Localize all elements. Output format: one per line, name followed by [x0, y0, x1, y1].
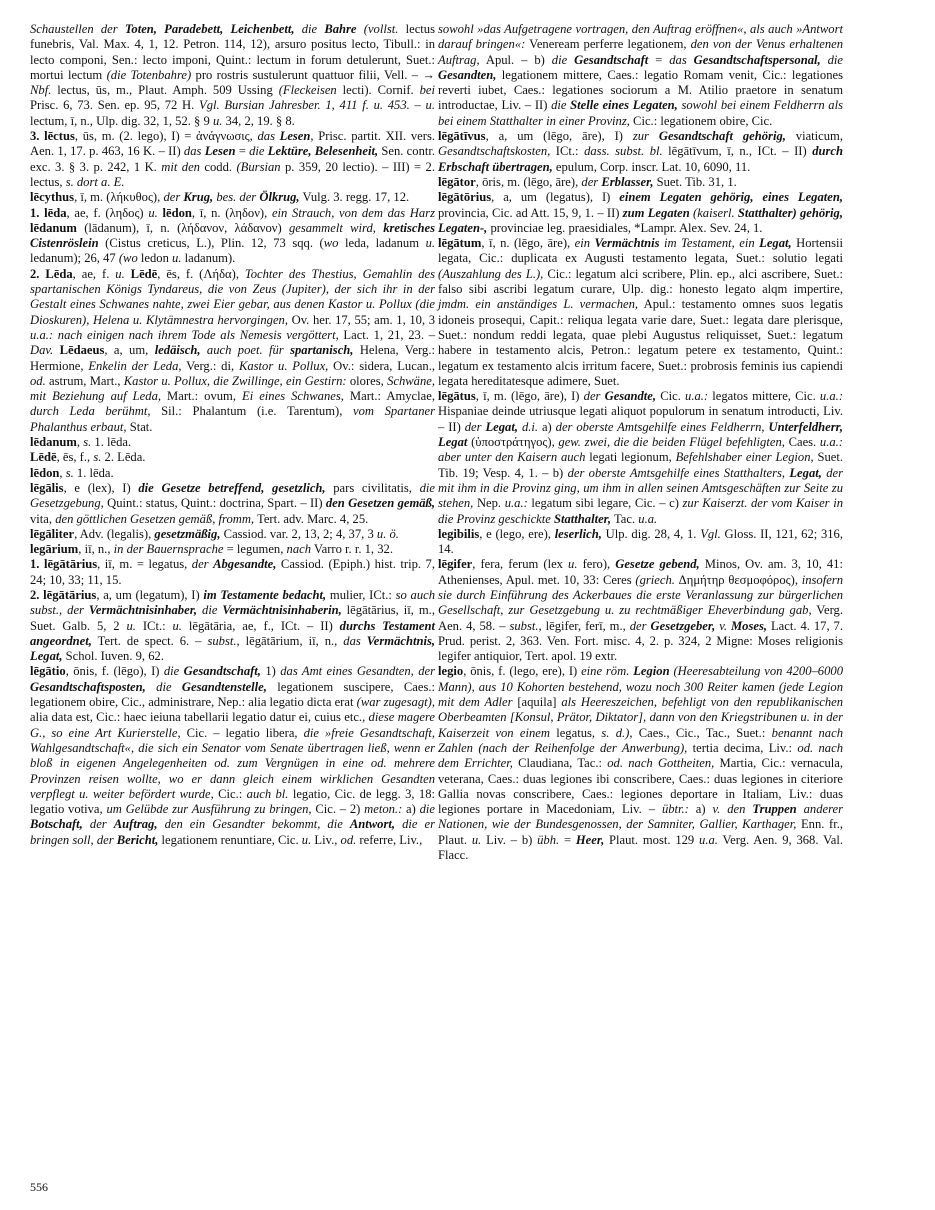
dictionary-entry: lēgātio, ōnis, f. (lēgo), I) die Gesandtschaft, 1) das Amt eines Gesandten, der Gesandtschaftsposten, die Gesandtenstelle, legationem suscipere, Caes.: legationem obire, Cic., administrare, Nep.: alia legatio dicta erat (war zugesagt), alia data est, Cic.: haec ieiuna tabellarii legatio datur ei, cuius etc., diese magere G., so eine Art Kurierstelle, Cic. – legatio libera, die »freie Gesandtschaft, Wahlgesandtschaft«, die sich ein Senator vom Senate übertragen ließ, wenn er bloß in eigenen Angelegenheiten od. zum Vergnügen in eine od. mehrere Provinzen reisen wollte, wo er dann gleich einem wirklichen Gesandten verpflegt u. weiter befördert wurde, Cic.: auch bl. legatio, Cic. de legg. 3, 18: legatio votiva, um Gelübde zur Ausführung zu bringen, Cic. – 2) meton.: a) die Botschaft, der Auftrag, den ein Gesandter bekommt, die Antwort, die er bringen soll, der Bericht, legationem renuntiare, Cic. u. Liv., od. referre, Liv., — [30, 664, 436, 847]
page-number: 556 — [30, 1180, 48, 1194]
dictionary-entry: legārium, iī, n., in der Bauernsprache = legumen, nach Varro r. r. 1, 32. — [30, 542, 393, 557]
dictionary-entry: 2. lēgātārius, a, um (legatum), I) im Testamente bedacht, mulier, ICt.: so auch subst., der Vermächtnisinhaber, die Vermächtnisinhaberin, lēgātārius, iī, m., Suet. Galb. 5, 2 u. ICt.: u. lēgātāria, ae, f., ICt. – II) durchs Testament angeordnet, Tert. de spect. 6. – subst., lēgātārium, iī, n., das Vermächtnis, Legat, Schol. Iuven. 9, 62. — [30, 587, 436, 664]
dictionary-entry: lēdanum, s. 1. lēda. — [30, 435, 132, 450]
dictionary-entry: lēgātōrius, a, um (legatus), I) einem Legaten gehörig, eines Legaten, provincia, Cic. ad Att. 15, 9, 1. – II) zum Legaten (kaiserl. Statthalter) gehörig, Legaten-, provinciae leg. praesidiales, *Lampr. Alex. Sev. 24, 1. — [438, 190, 843, 235]
dictionary-entry: lēgifer, fera, ferum (lex u. fero), Gesetze gebend, Minos, Ov. am. 3, 10, 41: Athenienses, Apul. met. 10, 33: Ceres (griech. Δημήτηρ θεσμοφόρος), insofern sie durch Einführung des Ackerbaues die erste Veranlassung zur bürgerlichen Gesellschaft, zur Gesetzgebung u. zu rechtmäßiger Eheverbindung gab, Verg. Aen. 4, 58. – subst., lēgifer, ferī, m., der Gesetzgeber, v. Moses, Lact. 4. 17, 7. Prud. perist. 2, 363. Ven. Fort. misc. 4, 2. p. 324, 2 Migne: Moses religionis legifer antiquior, Tert. apol. 19 extr. — [438, 557, 844, 664]
dictionary-entry: lēgāliter, Adv. (legalis), gesetzmäßig, Cassiod. var. 2, 13, 2; 4, 37, 3 u. ö. — [30, 526, 399, 541]
dictionary-entry: legibilis, e (lego, ere), leserlich, Ulp. dig. 28, 4, 1. Vgl. Gloss. II, 121, 62; 316, 14. — [438, 526, 843, 557]
dictionary-entry: lēgālis, e (lex), I) die Gesetze betreffend, gesetzlich, pars civilitatis, die Gesetzgebung, Quint.: status, Quint.: doctrina, Spart. – II) den Gesetzen gemäß, vita, den göttlichen Gesetzen gemäß, fromm, Tert. adv. Marc. 4, 25. — [30, 480, 435, 526]
dictionary-entry: lēgātus, ī, m. (lēgo, āre), I) der Gesandte, Cic. u.a.: legatos mittere, Cic. u.a.: Hispaniae deinde utriusque legati aliquot populorum in senatum introducti, Liv. – II) der Legat, d.i. a) der oberste Amtsgehilfe eines Feldherrn, Unterfeldherr, Legat (ὑποστράτηγος), gew. zwei, die die beiden Flügel befehligten, Caes. u.a.: aber unter den Kaisern auch legati legionum, Befehlshaber einer Legion, Suet. Tib. 19; Vesp. 4, 1. – b) der oberste Amtsgehilfe eines Statthalters, Legat, der mit ihm in die Provinz ging, um ihm in allen seinen Amtsgeschäften zur Seite zu stehen, Nep. u.a.: legatum sibi legare, Cic. – c) zur Kaiserzt. der vom Kaiser in die Provinz geschickte Statthalter, Tac. u.a. — [438, 389, 844, 526]
right-column — [438, 22, 843, 863]
dictionary-entry: lēgātor, ōris, m. (lēgo, āre), der Erblasser, Suet. Tib. 31, 1. — [438, 174, 737, 189]
left-column — [30, 22, 435, 848]
dictionary-entry: 2. Lēda, ae, f. u. Lēdē, ēs, f. (Λήδα), Tochter des Thestius, Gemahlin des spartanischen Königs Tyndareus, die von Zeus (Jupiter), der sich ihr in der Gestalt eines Schwanes nahte, zwei Eier gebar, aus denen Kastor u. Pollux (die Dioskuren), Helena u. Klytämnestra hervorgingen, Ov. her. 17, 55; am. 1, 10, 3 u.a.: nach einigen nach ihrem Tode als Nemesis vergöttert, Lact. 1, 21, 23. – Dav. Lēdaeus, a, um, ledäisch, auch poet. für spartanisch, Helena, Verg.: Hermione, Enkelin der Leda, Verg.: di, Kastor u. Pollux, Ov.: sidera, Lucan., od. astrum, Mart., Kastor u. Pollux, die Zwillinge, ein Gestirn: olores, Schwäne, mit Beziehung auf Leda, Mart.: ovum, Ei eines Schwanes, Mart.: Amyclae, durch Leda berühmt, Sil.: Phalantum (i.e. Tarentum), vom Spartaner Phalanthus erbaut, Stat. — [30, 266, 435, 434]
dictionary-entry: legio, ōnis, f. (lego, ere), I) eine röm. Legion (Heeresabteilung von 4200–6000 Mann), aus 10 Kohorten bestehend, wozu noch 300 Reiter kamen (jede Legion mit dem Adler [aquila] als Heereszeichen, befehligt von den republikanischen Oberbeamten [Konsul, Prätor, Diktator], dann von den Kriegstribunen u. in der Kaiserzeit von einem legatus, s. d.), Caes., Cic., Tac., Suet.: benannt nach Zahlen (nach der Reihenfolge der Anwerbung), tertia decima, Liv.: od. nach dem Errichter, Claudiana, Tac.: od. nach Gottheiten, Martia, Cic.: vernacula, veterana, Caes.: duas legiones ibi conscribere, Caes.: duas legiones in citeriore Gallia novas conscribere, Caes.: legiones deportare in Italiam, Liv.: duas legiones portare in Macedoniam, Liv. – übtr.: a) v. den Truppen anderer Nationen, wie der Bundesgenossen, der Samniter, Gallier, Karthager, Enn. fr., Plaut. u. Liv. – b) übh. = Heer, Plaut. most. 129 u.a. Verg. Aen. 9, 368. Val. Flacc. — [438, 664, 844, 863]
dictionary-entry: lēcythus, ī, m. (λήκυθος), der Krug, bes. der Ölkrug, Vulg. 3. regg. 17, 12. — [30, 190, 410, 205]
dictionary-entry: 1. lēda, ae, f. (ληδος) u. lēdon, ī, n. (ληδον), ein Strauch, von dem das Harz lēdanum (lādanum), ī, n. (λήδανον, λάδανον) gesammelt wird, kretisches Cistenröslein (Cistus creticus, L.), Plin. 12, 73 sqq. (wo leda, ladanum u. ledanum); 26, 47 (wo ledon u. ladanum). — [30, 205, 436, 266]
dictionary-entry: lēdon, s. 1. lēda. — [30, 465, 114, 480]
dictionary-entry: lēgātum, ī, n. (lēgo, āre), ein Vermächtnis im Testament, ein Legat, Hortensii legata, Cic.: duplicata ex Augusti testamento legata, Suet.: solutio legati (Auszahlung des L.), Cic.: legatum alci scribere, Plin. ep., alci ascribere, Suet.: falso sibi ascribi legatum curare, Ulp. dig.: honesto legato alqm impertire, jmdm. ein anständiges L. vermachen, Apul.: testamento omnes suos legatis idoneis prosequi, Capit.: reliqua legata varie dare, Suet.: legata dare plerisque, Suet.: nondum reddi legata, quae plebi Augustus reliquisset, Suet.: legatum habere in testamento alcis, Petron.: legatum petere ex testamento, Quint.: legatum ex testamento alcis irritum facere, Suet.: probrosis feminis ius capiendi legata hereditatesque adimere, Suet. — [438, 236, 843, 388]
dictionary-entry: Lēdē, ēs, f., s. 2. Lēda. — [30, 450, 146, 465]
dictionary-entry: 1. lēgātārius, iī, m. = legatus, der Abgesandte, Cassiod. (Epiph.) hist. trip. 7, 24; 10, 33; 11, 15. — [30, 557, 435, 587]
dictionary-entry: lēgātīvus, a, um (lēgo, āre), I) zur Gesandtschaft gehörig, viaticum, Gesandtschaftskosten, ICt.: dass. subst. bl. lēgātīvum, ī, n., ICt. – II) durch Erbschaft übertragen, epulum, Corp. inscr. Lat. 10, 6090, 11. — [438, 129, 843, 174]
dictionary-entry: 3. lēctus, ūs, m. (2. lego), I) = ἀνάγνωσις, das Lesen, Prisc. partit. XII. vers. Aen. 1, 17. p. 463, 16 K. – II) das Lesen = die Lektüre, Belesenheit, Sen. contr. exc. 3. § 3. p. 242, 1 K. mit den codd. (Bursian p. 359, 20 lectio). – III) = 2. lectus, s. dort a. E. — [30, 129, 436, 189]
dictionary-entry: Schaustellen der Toten, Paradebett, Leichenbett, die Bahre (vollst. lectus funebris, Val. Max. 4, 1, 12. Petron. 114, 12), arsuro positus lecto, Tibull.: in lecto componi, Sen.: lecto imponi, Quint.: lectum in forum detulerunt, Suet.: mortui lectum (die Totenbahre) pro rostris sustulerunt quattuor filii, Vell. – → Nbf. lectus, ūs, m., Plaut. Amph. 509 Ussing (Fleckeisen lecti). Cornif. bei Prisc. 6, 73. Sen. ep. 95, 72 H. Vgl. Bursian Jahresber. 1, 411 f. u. 453. – u. lectum, ī, n., Ulp. dig. 32, 1, 52. § 9 u. 34, 2, 19. § 8. — [30, 22, 435, 128]
dictionary-entry: sowohl »das Aufgetragene vortragen, den Auftrag eröffnen«, als auch »Antwort darauf bringen«: Veneream perferre legationem, den von der Venus erhaltenen Auftrag, Apul. – b) die Gesandtschaft = das Gesandtschaftspersonal, die Gesandten, legationem mittere, Caes.: legatio Romam venit, Cic.: legationes reverti iubet, Caes.: legationes sociorum a M. Atilio praetore in senatum introductae, Liv. – II) die Stelle eines Legaten, sowohl bei einem Feldherrn als bei einem Statthalter in einer Provinz, Cic.: legationem obire, Cic. — [438, 22, 844, 128]
